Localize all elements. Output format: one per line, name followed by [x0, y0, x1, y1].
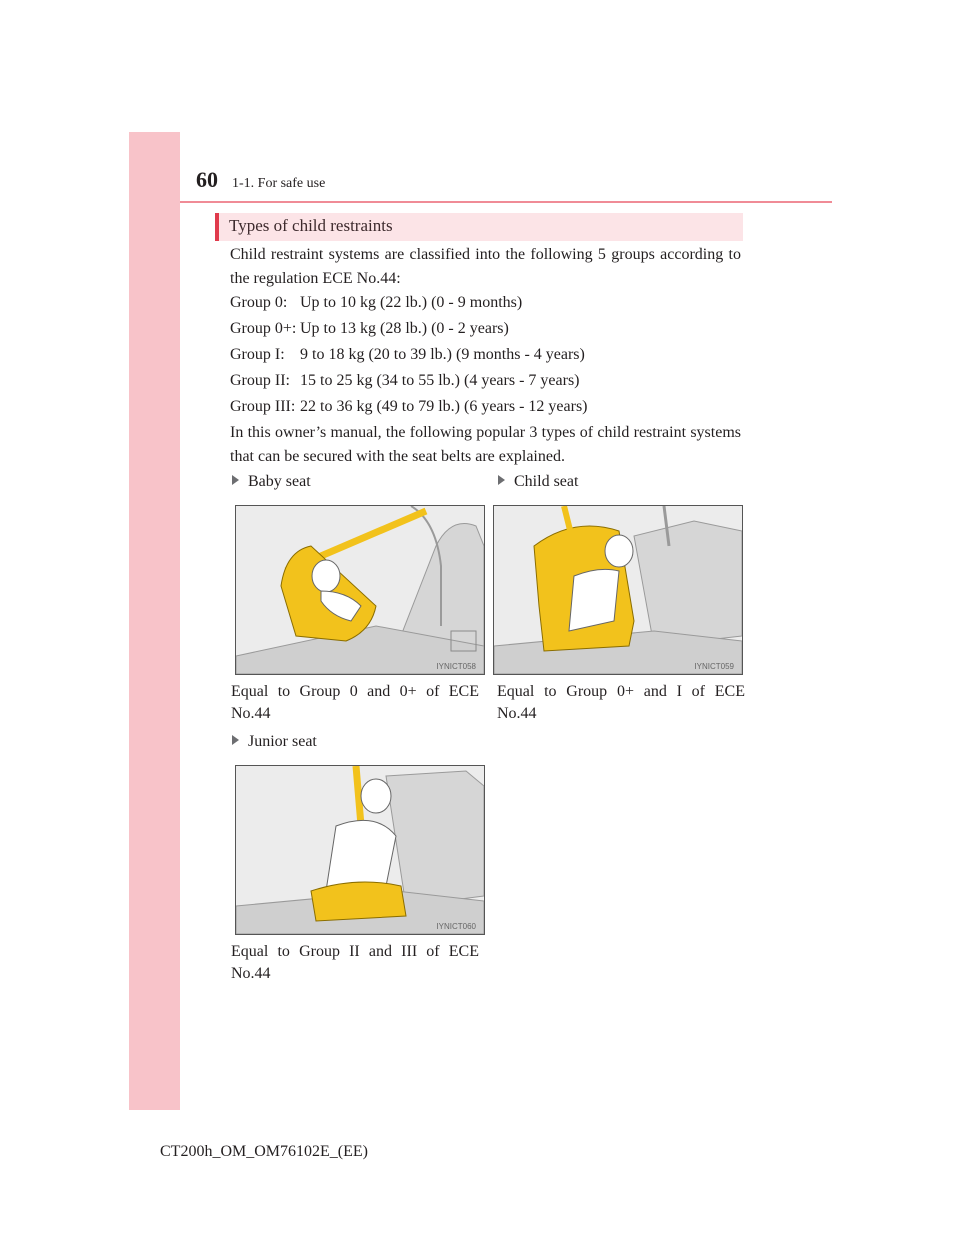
baby-seat-heading	[232, 471, 311, 493]
caption-line: No.44	[497, 705, 537, 722]
caption-line: Equal to Group 0 and 0+ of ECE	[231, 683, 479, 700]
group-desc: Up to 10 kg (22 lb.) (0 - 9 months)	[300, 294, 523, 311]
triangle-bullet-icon	[498, 475, 505, 485]
caption-line: No.44	[231, 705, 271, 722]
figure-id: IYNICT060	[436, 922, 476, 931]
group-desc: Up to 13 kg (28 lb.) (0 - 2 years)	[300, 320, 509, 337]
child-seat-figure	[493, 505, 743, 675]
junior-seat-caption	[231, 941, 479, 985]
group-desc: 15 to 25 kg (34 to 55 lb.) (4 years - 7 years)	[300, 372, 580, 389]
group-label: Group II:	[230, 372, 290, 389]
heading-accent-bar	[215, 213, 219, 241]
header-rule	[180, 201, 832, 203]
group-line-4	[230, 395, 588, 419]
figure-id: IYNICT059	[694, 662, 734, 671]
child-seat-caption	[497, 681, 745, 725]
group-line-2	[230, 343, 585, 367]
triangle-bullet-icon	[232, 475, 239, 485]
page-number: 60	[196, 167, 218, 192]
figure-id: IYNICT058	[436, 662, 476, 671]
chapter-sidebar	[129, 132, 180, 1110]
group-label: Group I:	[230, 346, 285, 363]
junior-seat-figure	[235, 765, 485, 935]
group-desc: 9 to 18 kg (20 to 39 lb.) (9 months - 4 years)	[300, 346, 585, 363]
triangle-bullet-icon	[232, 735, 239, 745]
group-line-1	[230, 317, 509, 341]
caption-line: Equal to Group 0+ and I of ECE	[497, 683, 745, 700]
child-seat-heading	[498, 471, 578, 493]
caption-line: Equal to Group II and III of ECE	[231, 943, 479, 960]
baby-seat-title: Baby seat	[248, 473, 311, 490]
baby-seat-caption	[231, 681, 479, 725]
baby-seat-figure	[235, 505, 485, 675]
group-label: Group 0:	[230, 294, 288, 311]
intro-paragraph: Child restraint systems are classified into the following 5 groups according to the regulation ECE No.44:	[230, 246, 741, 287]
junior-seat-heading	[232, 731, 317, 753]
explanation-paragraph: In this owner’s manual, the following popular 3 types of child restraint systems that can be secured with the seat belts are explained.	[230, 424, 741, 465]
footer-doc-id: CT200h_OM_OM76102E_(EE)	[160, 1143, 368, 1160]
child-seat-title: Child seat	[514, 473, 579, 490]
group-desc: 22 to 36 kg (49 to 79 lb.) (6 years - 12 years)	[300, 398, 588, 415]
heading-text: Types of child restraints	[229, 216, 393, 235]
section-heading	[215, 213, 743, 241]
group-line-3	[230, 369, 580, 393]
section-title: 1-1. For safe use	[232, 176, 326, 191]
group-label: Group III:	[230, 398, 296, 415]
caption-line: No.44	[231, 965, 271, 982]
group-label: Group 0+:	[230, 320, 297, 337]
group-line-0	[230, 291, 522, 315]
junior-seat-title: Junior seat	[248, 733, 317, 750]
